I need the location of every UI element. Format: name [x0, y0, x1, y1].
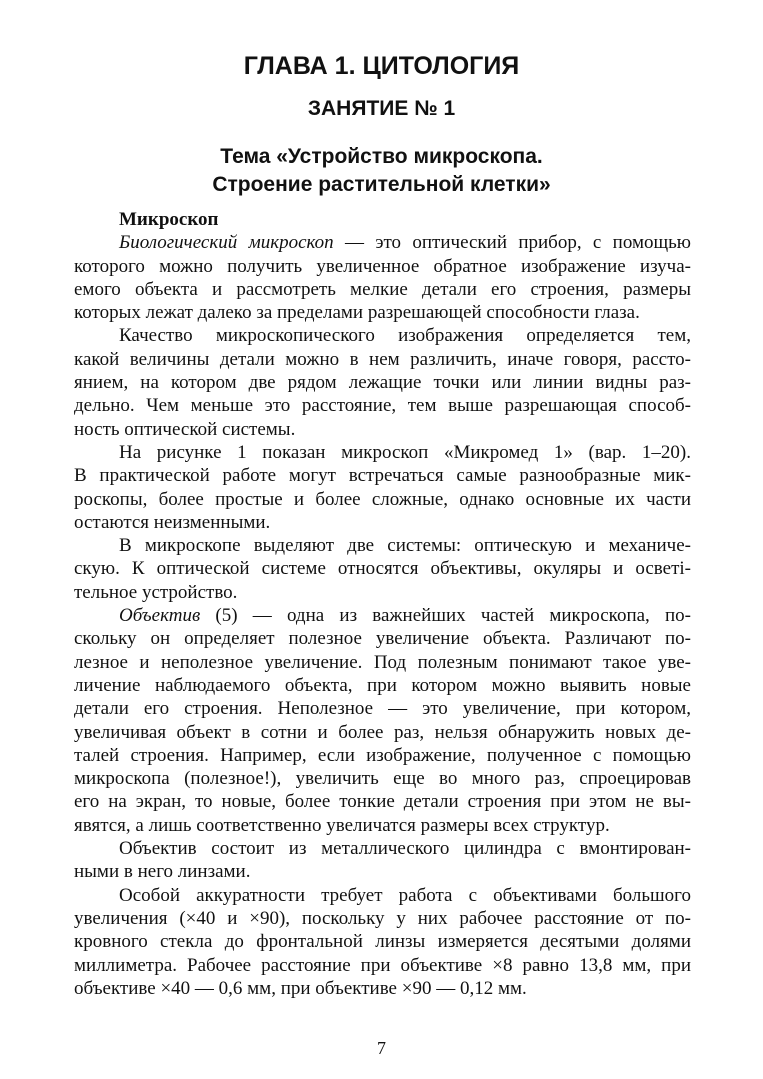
text-line: увеличения (×40 и ×90), поскольку у них рабочее расстояние от по- [74, 907, 691, 929]
paragraph [74, 441, 691, 534]
text-line: В микроскопе выделяют две системы: оптическую и механиче- [119, 535, 691, 557]
text-line: Объектив состоит из металлического цилиндра с вмонтирован- [119, 838, 691, 860]
text-line: кровного стекла до фронтальной линзы измеряется десятыми долями [74, 931, 691, 953]
text-line: личение наблюдаемого объекта, при котором можно выявить новые [74, 674, 691, 696]
text-line: детали его строения. Неполезное — это увеличение, при котором, [74, 698, 691, 720]
section-heading: Микроскоп [119, 209, 219, 230]
text-line: которого можно получить увеличенное обратное изображение изуча- [74, 255, 691, 277]
paragraphs [74, 231, 691, 1000]
text-line: роскопы, более простые и более сложные, однако основные их части [74, 488, 691, 510]
text-line: которых лежат далеко за пределами разрешающей способности глаза. [74, 302, 640, 324]
text-line: янием, на котором две рядом лежащие точки или линии видны раз- [74, 372, 691, 394]
text-line: миллиметра. Рабочее расстояние при объективе ×8 равно 13,8 мм, при [74, 954, 691, 976]
italic-term: Объектив [119, 605, 201, 627]
text-line: ными в него линзами. [74, 861, 251, 883]
paragraph [74, 324, 691, 440]
topic-line-1: Тема «Устройство микроскопа. [220, 145, 543, 168]
topic-title [0, 143, 763, 199]
text-line: ность оптической системы. [74, 418, 296, 440]
text-line: Особой аккуратности требует работа с объективами большого [119, 884, 691, 906]
text-line: микроскопа (полезное!), увеличить еще во много раз, спроецировав [74, 768, 691, 790]
page-number: 7 [377, 1038, 386, 1058]
text-line: скую. К оптической системе относятся объективы, окуляры и осветі- [74, 558, 691, 580]
text-line: лезное и неполезное увеличение. Под полезным понимают такое уве- [74, 651, 691, 673]
chapter-title: ГЛАВА 1. ЦИТОЛОГИЯ [243, 52, 520, 80]
text-line: емого объекта и рассмотреть мелкие детали его строения, размеры [74, 278, 691, 300]
paragraph [74, 884, 691, 1000]
text-line: На рисунке 1 показан микроскоп «Микромед 1» (вар. 1–20). [119, 441, 691, 463]
text-line: тельное устройство. [74, 581, 238, 603]
paragraph [74, 231, 691, 324]
paragraph [74, 604, 691, 837]
text-line: увеличивая объект в сотни и более раз, нельзя обнаружить новых де- [74, 721, 691, 743]
topic-line-2: Строение растительной клетки» [212, 173, 551, 196]
text-line: талей строения. Например, если изображение, полученное с помощью [74, 744, 691, 766]
text-line: остаются неизменными. [74, 511, 271, 533]
text-line: дельно. Чем меньше это расстояние, тем выше разрешающая способ- [74, 395, 691, 417]
text-line: Качество микроскопического изображения определяется тем, [119, 325, 691, 347]
text-line: какой величины детали можно в нем различить, иначе говоря, рассто- [74, 348, 691, 370]
line-rest: — это оптический прибор, с помощью [333, 232, 691, 254]
text-line: явятся, а лишь соответственно увеличатся размеры всех структур. [74, 814, 610, 836]
line-rest: (5) — одна из важнейших частей микроскопа, по- [200, 605, 691, 627]
lesson-title: ЗАНЯТИЕ № 1 [307, 97, 456, 120]
paragraph [74, 534, 691, 604]
paragraph [74, 837, 691, 884]
text-line: скольку он определяет полезное увеличение объекта. Различают по- [74, 628, 691, 650]
italic-term: Биологический микроскоп [119, 232, 334, 254]
text-line [74, 604, 691, 627]
text-line [74, 231, 691, 254]
body-text [74, 208, 691, 1000]
text-line: его на экран, то новые, более тонкие детали строения при этом не вы- [74, 791, 691, 813]
text-line: В практической работе могут встречаться самые разнообразные мик- [74, 465, 691, 487]
text-line: объективе ×40 — 0,6 мм, при объективе ×90 — 0,12 мм. [74, 977, 527, 999]
